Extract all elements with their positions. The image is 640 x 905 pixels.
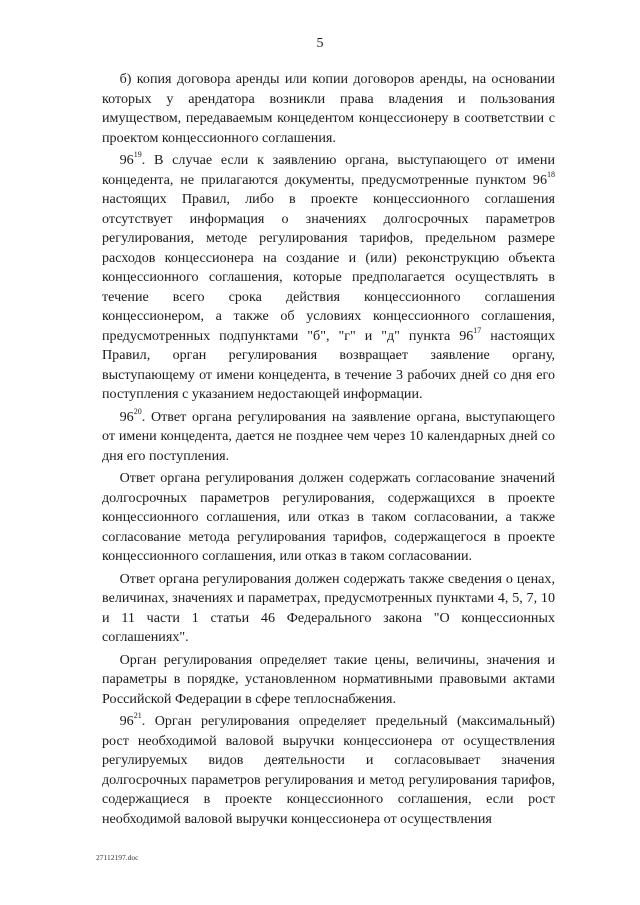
paragraph-text: Ответ органа регулирования должен содержать также сведения о ценах, величинах, значениях и параметрах, предусмотренных пунктами 4, 5, 7, 10 и 11 части 1 статьи 46 Федерального закона "О концессионных соглашениях". (102, 570, 555, 645)
page-number: 5 (316, 36, 324, 51)
paragraph-text: настоящих Правил, орган регулирования возвращает заявление органу, выступающему от имени концедента, в течение 3 рабочих дней со дня его поступления с указанием недостающей информации. (102, 327, 555, 402)
paragraph (102, 151, 555, 405)
document-body (102, 70, 555, 829)
paragraph (102, 712, 555, 829)
paragraph (102, 570, 555, 648)
paragraph (102, 469, 555, 567)
paragraph-text: 96 (119, 713, 134, 729)
paragraph-text: Орган регулирования определяет такие цены, величины, значения и параметры в порядке, установленном нормативными правовыми актами Российской Федерации в сфере теплоснабжения. (102, 651, 555, 707)
paragraph-text: . Орган регулирования определяет предельный (максимальный) рост необходимой валовой выручки концессионера от осуществления регулируемых видов деятельности и согласовывает значения долгосрочных параметров регулирования и метод регулирования тарифов, содержащиеся в проекте концессионного соглашения, если рост необходимой валовой выручки концессионера от осуществления (102, 713, 555, 827)
superscript: 21 (133, 711, 142, 721)
superscript: 18 (547, 169, 555, 179)
superscript: 19 (133, 150, 142, 160)
paragraph (102, 651, 555, 710)
paragraph-text: настоящих Правил, либо в проекте концессионного соглашения отсутствует информация о значениях долгосрочных параметров регулирования, методе регулирования тарифов, предельном размере расходов концессионера на создание и (или) реконструкцию объекта концессионного соглашения, которые предполагается осуществлять в течение всего срока действия концессионного соглашения концессионером, а также об условиях концессионного соглашения, предусмотренных подпунктами "б", "г" и "д" пункта 96 (102, 191, 555, 344)
paragraph-text: 96 (119, 152, 134, 168)
paragraph-text: 96 (119, 408, 134, 425)
paragraph-text: б) копия договора аренды или копии договоров аренды, на основании которых у арендатора возникли права владения и пользования имуществом, передаваемым концедентом концессионеру в соответствии с проектом концессионного соглашения. (102, 71, 555, 146)
superscript: 20 (133, 406, 142, 416)
superscript: 17 (473, 325, 482, 335)
footer-file-code: 27112197.doc (96, 853, 139, 862)
paragraph-text: . Ответ органа регулирования на заявление органа, выступающего от имени концедента, дается не позднее чем через 10 календарных дней со дня его поступления. (102, 408, 555, 464)
paragraph-text: . В случае если к заявлению органа, выступающего от имени концедента, не прилагаются документы, предусмотренные пунктом 96 (102, 152, 555, 188)
paragraph (102, 70, 555, 148)
paragraph-text: Ответ органа регулирования должен содержать согласование значений долгосрочных параметров регулирования, содержащихся в проекте концессионного соглашения, или отказ в таком согласовании, а также согласование метода регулирования тарифов, содержащегося в проекте концессионного соглашения, или отказ в таком согласовании. (102, 470, 555, 564)
paragraph (102, 408, 555, 467)
